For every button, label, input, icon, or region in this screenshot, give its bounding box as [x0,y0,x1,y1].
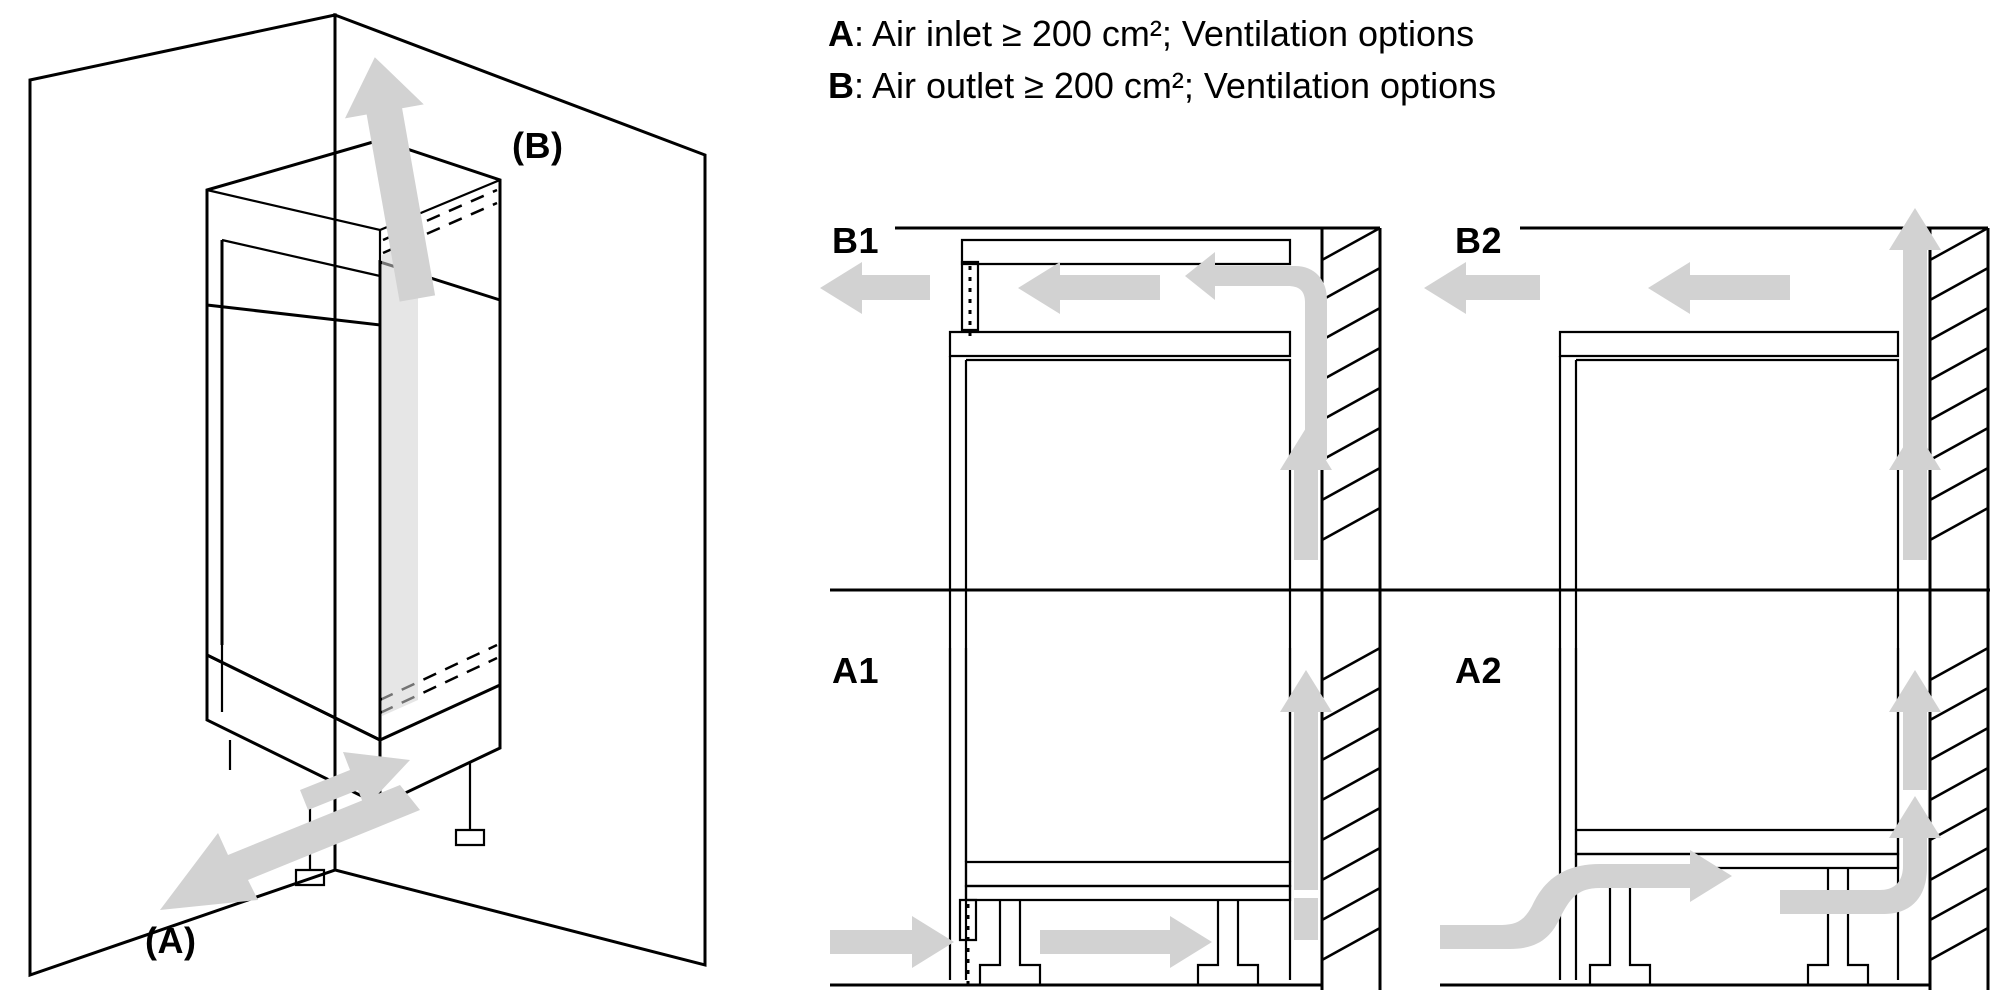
main-illustration [30,15,705,975]
foot-right-pad [456,830,484,845]
label-inlet-a: (A) [145,920,197,961]
a2-appliance-bottom-board [1576,830,1898,854]
b2-wall-hatch [1930,228,1988,540]
b1-appliance-top [950,332,1290,356]
b1-left-spacer [962,262,978,330]
b2-arrow-inner [1648,262,1790,314]
legend-text-a: : Air inlet ≥ 200 cm²; Ventilation options [854,13,1475,54]
a2-wall-hatch [1930,648,1988,960]
legend-text-b: : Air outlet ≥ 200 cm²; Ventilation options [854,65,1497,106]
housing-top-inner-edge [207,180,500,230]
b1-arrow-out-inner [1018,262,1160,314]
b2-arrow-up-lower [1889,428,1941,560]
a2-leg-right [1808,868,1868,985]
label-outlet-b: (B) [512,125,564,166]
b1-arrow-out-left [820,262,930,314]
a2-arrow-riser-mid [1903,755,1927,790]
b2-arrow-left [1424,262,1540,314]
housing-shelf-line [222,240,380,276]
a1-arrow-riser-mid [1294,755,1318,790]
duct-shading [382,240,418,716]
legend-key-b: B [828,65,854,106]
b2-arrow-up-wall [1889,208,1941,460]
panel-a1 [830,648,1380,990]
b1-upper-board [962,240,1290,264]
a1-leg-left [980,900,1040,985]
b2-appliance-top [1560,332,1898,356]
panel-label-b1: B1 [832,220,880,261]
housing-left-panel [207,190,380,740]
b1-wall-hatch [1322,228,1380,540]
arrow-inlet-in [160,785,420,910]
a1-arrow-riser-lower [1294,898,1318,940]
panel-a2 [1440,648,1988,990]
legend-key-a: A [828,13,854,54]
a2-arrow-in-curve [1440,850,1732,949]
a1-wall-hatch [1322,648,1380,960]
housing-top-box [207,140,500,325]
panel-label-a2: A2 [1455,650,1503,691]
a1-arrow-in-under [1040,916,1212,968]
a2-arrow-up [1889,670,1941,760]
panel-label-a1: A1 [832,650,880,691]
panel-label-b2: B2 [1455,220,1503,261]
a1-arrow-up [1280,670,1332,760]
a1-arrow-in-front [830,916,954,968]
a1-arrow-riser [1294,790,1318,890]
